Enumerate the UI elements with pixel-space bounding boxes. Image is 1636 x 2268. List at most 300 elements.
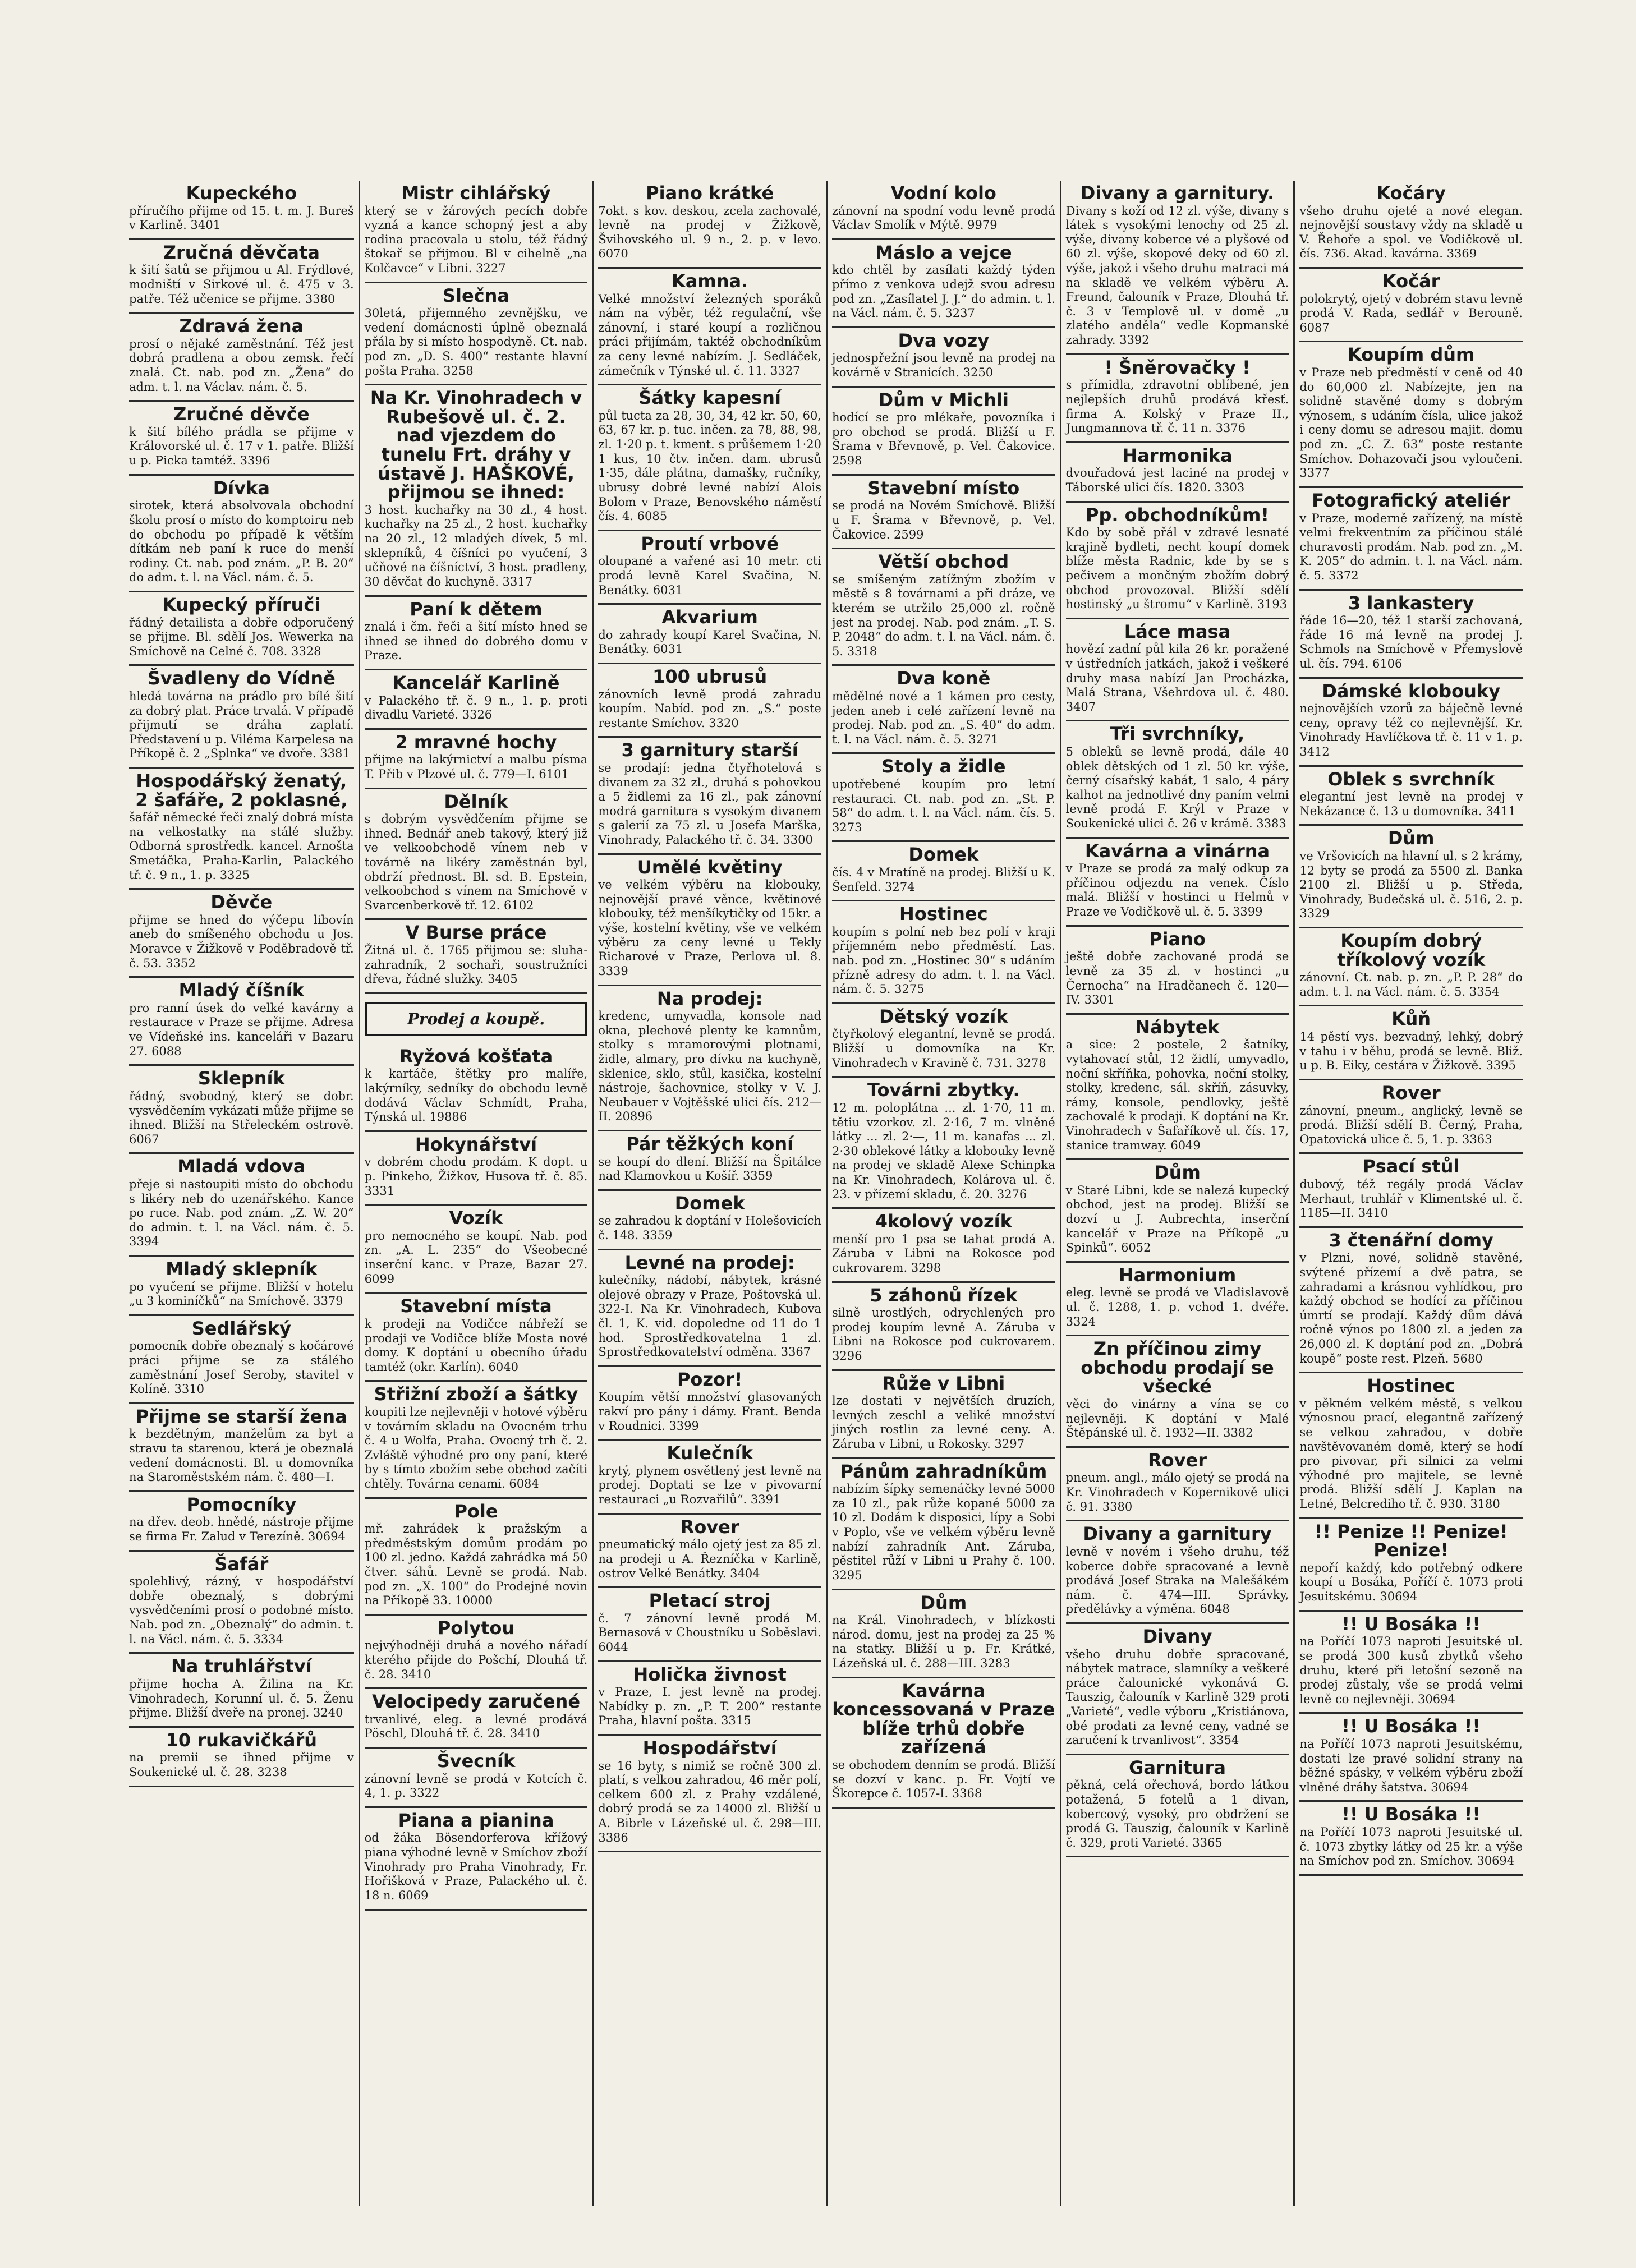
classified-ad <box>598 1588 821 1662</box>
ad-body: k šití šatů se přijmou u Al. Frýdlové, modniští v Sirkové ul. č. 475 v 3. patře. Též učenice se přijme. 3380 <box>129 263 354 306</box>
ad-heading: Pánům zahradníkům <box>840 1460 1047 1482</box>
ad-heading: Proutí vrbové <box>641 532 779 554</box>
classified-ad <box>832 328 1055 388</box>
ad-body: řádný detailista a dobře odporučený se přijme. Bl. sdělí Jos. Wewerka na Smíchově na Celné č. 708. 3328 <box>129 615 354 658</box>
classified-ad <box>1066 619 1289 722</box>
classified-ad <box>598 1515 821 1588</box>
ad-heading: !! Penize !! Penize! Penize! <box>1314 1520 1508 1561</box>
classified-ad <box>1299 826 1523 928</box>
classified-ad <box>1299 269 1523 342</box>
classified-ad <box>1299 591 1523 679</box>
column-6 <box>1293 181 1527 2206</box>
ad-body: na Král. Vinohradech, v blízkosti národ. domu, jest na prodej za 25 % na statky. Bližší u p. Fr. Krátké, Lázeňská ul. č. 288—III. 3283 <box>831 1613 1055 1670</box>
classified-ad <box>365 1616 588 1689</box>
ad-body: v Staré Libni, kde se nalezá kupecký obchod, jest na prodej. Bližší se dozví u J. Aubrechta, inserční kancelář v Praze na Příkopě „u Spinků“. 6052 <box>1065 1183 1289 1255</box>
ad-body: levně v novém i všeho druhu, též koberce dobře spracované a levně prodává Josef Straka na Malešákém nám. č. 474—III. Správky, předělávky a výměna. 6048 <box>1065 1544 1289 1616</box>
ad-body: všeho druhu dobře spracované, nábytek matrace, slamníky a veškeré práce čalounické vykonává G. Tauszig, čalouník v Karlině 329 proti „Varieté“, vedle výboru „Kristiánova, obé prodati za levné ceny, vadné se zaručení k trvanlivost“. 3354 <box>1065 1647 1289 1747</box>
ad-heading: Domek <box>908 844 979 866</box>
ad-body: kulečníky, nádobí, nábytek, krásné olejové obrazy v Praze, Poštovská ul. 322-I. Na Kr. Vinohradech, Kubova čl. 1, K. vid. dopoledne od 11 do 1 hod. Sprostředkovatelna 1 zl. Sprostředkovatelství odměna. 3367 <box>598 1273 821 1359</box>
ad-heading: Kočár <box>1382 270 1440 292</box>
ad-heading: Dělník <box>444 790 508 812</box>
classified-ad <box>1066 181 1289 355</box>
ad-heading: Rover <box>1381 1082 1441 1103</box>
ad-heading: Holička živnost <box>633 1663 787 1685</box>
ad-body: polokrytý, ojetý v dobrém stavu levně prodá V. Rada, sedlář v Berouně. 6087 <box>1299 292 1523 334</box>
ad-body: do zahrady koupí Karel Svačina, N. Benátky. 6031 <box>598 628 821 656</box>
ad-body: v Plzni, nové, solidně stavěné, svýtené přízemí a dvě patra, se zahradami a krásnou vyhlídkou, pro každý obchod se hodící za příčinou úmrtí se prodají. Každý dům dává ročně výnos po 1800 zl. a jeden za 26,000 zl. K doptání pod zn. „Dobrá koupě“ poste rest. Plzeň. 5680 <box>1299 1251 1523 1365</box>
ad-heading: Stavební místa <box>400 1295 552 1317</box>
classified-ad <box>832 1459 1055 1590</box>
classified-ad <box>1299 1080 1523 1154</box>
ad-heading: Šafář <box>214 1553 269 1575</box>
ad-body: se zahradou k doptání v Holešovicích č. 148. 3359 <box>598 1214 821 1242</box>
ad-body: čtyřkolový elegantní, levně se prodá. Bližší u domovníka na Kr. Vinohradech v Kravině č. 731. 3278 <box>831 1027 1055 1070</box>
ad-heading: Tři svrchníky, <box>1110 723 1245 745</box>
ad-heading: Harmonika <box>1122 444 1233 466</box>
classified-ad <box>365 181 588 283</box>
ad-body: 30letá, přijemného zevnějšku, ve vedení domácnosti úplně obeznalá přála by si místo hospodyně. Ct. nab. pod zn. „D. S. 400“ restante hlavní pošta Praha. 3258 <box>364 306 588 378</box>
ad-body: v Praze se prodá za malý odkup za příčinou odjezdu na venek. Číslo malá. Bližší v hostinci u Helmů v Praze ve Vodičkově ul. č. 5. 3399 <box>1065 862 1289 919</box>
ad-heading: ! Šněrovačky ! <box>1104 356 1251 378</box>
ad-heading: Ryžová košťata <box>399 1045 553 1067</box>
ad-heading: Psací stůl <box>1362 1156 1460 1177</box>
ad-heading: 10 rukavičkářů <box>166 1729 317 1751</box>
ad-heading: Oblek s svrchník <box>1327 768 1495 790</box>
classified-ad <box>365 789 588 921</box>
ad-body: řádný, svobodný, který se dobr. vysvědčením vykázati může přijme se ihned. Bližší na Střeleckém ostrově. 6067 <box>129 1089 354 1146</box>
classified-ad <box>1299 1154 1523 1227</box>
ad-heading: Máslo a vejce <box>875 241 1012 263</box>
ad-heading: Na Kr. Vinohradech v Rubešově ul. č. 2. nad vjezdem do tunelu Frt. dráhy v ústavě J. HAŠKOVÉ, přijmou se ihned: <box>370 387 582 503</box>
ad-heading: Dva vozy <box>898 329 990 351</box>
ad-body: po vyučení se přijme. Bližší v hotelu „u 3 kominíčků“ na Smíchově. 3379 <box>129 1280 354 1308</box>
ad-body: sirotek, která absolvovala obchodní školu prosí o místo do komptoiru neb do obchodu po případě k větším dítkám neb paní k ruce do menší rodiny. Ct. nab. pod znám. „P. B. 20“ do adm. t. l. na Václ. nám. č. 5. <box>129 499 354 585</box>
classified-ad <box>598 605 821 664</box>
classified-ad <box>1299 1373 1523 1519</box>
ad-body: znalá i čm. řeči a šití místo hned se ihned se ihned do dobrého domu v Praze. <box>364 620 588 663</box>
ad-heading: Rover <box>680 1516 739 1538</box>
ad-heading: Koupím dům <box>1347 344 1475 366</box>
classified-ad <box>832 1283 1055 1371</box>
classified-ad <box>598 1367 821 1441</box>
classified-ad <box>1066 1015 1289 1160</box>
ad-heading: Dva koně <box>897 668 991 689</box>
ad-heading: Švadleny do Vídně <box>147 668 336 689</box>
ad-heading: Kůň <box>1391 1008 1431 1030</box>
ad-heading: Šátky kapesní <box>638 387 781 409</box>
classified-ad <box>365 1382 588 1498</box>
classified-ad <box>365 1808 588 1911</box>
ad-body: ve Vršovicích na hlavní ul. s 2 krámy, 12 byty se prodá za 5500 zl. Banka 2100 zl. Bližší u p. Středa, Vinohrady, Budečská ul. č. 516, 2. p. 3329 <box>1299 849 1523 921</box>
ad-heading: 3 garnitury starší <box>621 739 798 761</box>
ad-body: se prodají: jedna čtyřhotelová s divanem za 32 zl., druhá s pohovkou a 5 židlemi za 16 zl., pak zánovní modrá garnitura s vysokým divanem s galerií za 75 zl. u Josefa Marška, Vinohrady, Palackého tř. č. 34. 3300 <box>598 761 821 847</box>
ad-body: pneumatický málo ojetý jest za 85 zl. na prodeji u A. Řezníčka v Karlině, ostrov Velké Benátky. 3404 <box>598 1538 821 1580</box>
ad-body: v dobrém chodu prodám. K dopt. u p. Pinkeho, Žižkov, Husova tř. č. 85. 3331 <box>364 1155 588 1198</box>
classified-ad <box>598 1662 821 1736</box>
ad-heading: Dům v Michli <box>878 389 1009 411</box>
ad-body: nejvýhodněji druhá a nového nářadí kterého přijde do Pošchí, Dlouhá tř. č. 28. 3410 <box>364 1639 588 1681</box>
ad-heading: Kavárna a vinárna <box>1084 840 1270 862</box>
classified-ad <box>1299 342 1523 487</box>
classified-ad <box>129 978 354 1066</box>
classified-ad <box>129 476 354 592</box>
ad-body: půl tucta za 28, 30, 34, 42 kr. 50, 60, 63, 67 kr. p. tuc. inčen. za 78, 88, 98, zl. 1·20 p. t. kment. s průšemem 1·20 1 kus, 10 čtv. inčen. dam. ubrusů 1·35, dále plátna, damašky, ručníky, ubrusy dobré levné nabízí Alois Bolom v Praze, Benovského náměstí čís. 4. 6085 <box>598 408 821 523</box>
ad-heading: Akvarium <box>661 606 758 628</box>
ad-body: dubový, též regály prodá Václav Merhaut, truhlář v Klimentské ul. č. 1185—II. 3410 <box>1299 1177 1523 1220</box>
ad-body: upotřebené koupím pro letní restauraci. Ct. nab. pod zn. „St. P. 58“ do adm. t. l. na Václ. nám. čís. 5. 3273 <box>831 777 1055 834</box>
ad-heading: Střižní zboží a šátky <box>374 1383 578 1405</box>
ad-heading: Polytou <box>437 1617 515 1639</box>
ad-heading: 3 lankastery <box>1348 592 1474 614</box>
ad-body: zánovních levně prodá zahradu koupím. Nabíd. pod zn. „S.“ poste restante Smíchov. 3320 <box>598 687 821 730</box>
classified-ad <box>1066 1521 1289 1624</box>
ad-heading: Sedlářský <box>191 1317 291 1339</box>
ad-body: eleg. levně se prodá ve Vladislavově ul. č. 1288, 1. p. vchod 1. dvéře. 3324 <box>1065 1286 1289 1328</box>
ad-heading: Piano <box>1149 928 1206 950</box>
classified-ad <box>832 842 1055 901</box>
classified-ad <box>598 986 821 1131</box>
ad-body: koupím s polní neb bez polí v kraji příjemném nebo předměstí. Las. nab. pod zn. „Hostinec 30“ s udáním přízně adresy do adm. t. l. na Václ. nám. č. 5. 3275 <box>831 924 1055 996</box>
ad-body: trvanlivé, eleg. a levné prodává Pöschl, Dlouhá tř. č. 28. 3410 <box>364 1712 588 1741</box>
classified-ad <box>832 901 1055 1004</box>
column-2 <box>359 181 592 2206</box>
ad-body: se prodá na Novém Smíchově. Bližší u F. Šrama v Břevnově, p. Vel. Čakovice. 2599 <box>831 499 1055 541</box>
ad-body: se 16 byty, s nimiž se ročně 300 zl. platí, s velkou zahradou, 46 měr polí, celkem 600 zl. z Prahy vzdálené, dobrý prodá se za 14000 zl. Bližší u A. Bibrle v Lázeňské ul. č. 298—III. 3386 <box>598 1759 821 1844</box>
classified-ad <box>129 314 354 402</box>
classified-ad <box>598 181 821 269</box>
classified-ad <box>1066 443 1289 503</box>
classified-ad <box>832 388 1055 476</box>
classified-ad <box>129 181 354 240</box>
ad-heading: Levné na prodej: <box>624 1252 795 1273</box>
ad-body: Koupím větší množství glasovaných rakví pro pány i dámy. Frant. Benda v Roudnici. 3399 <box>598 1390 821 1433</box>
ad-heading: Zn příčinou zimy obchodu prodají se všecké <box>1081 1338 1274 1397</box>
ad-body: k kartáče, štětky pro malíře, lakýrníky, sedníky do obchodu levně dodává Václav Schmídt, Praha, Týnská ul. 19886 <box>364 1067 588 1124</box>
ad-heading: 4kolový vozík <box>875 1211 1012 1232</box>
ad-body: se obchodem denním se prodá. Bližší se dozví v kanc. p. Fr. Vojtí ve Škorepce č. 1057-I. 3368 <box>831 1758 1055 1801</box>
ad-body: v Praze, moderně zařízený, na místě velmi frekventním za příčinou stálé churavosti prodám. Nab. pod zn. „M. K. 205“ do admin. t. l. na Václ. nám. č. 5. 3372 <box>1299 511 1523 582</box>
ad-heading: 2 mravné hochy <box>395 731 557 753</box>
ad-body: přijme se hned do výčepu libovín aneb do smíšeného obchodu u Jos. Moravce v Žižkově v Poděbradově tř. č. 53. 3352 <box>129 913 354 970</box>
ad-heading: Velocipedy zaručené <box>371 1691 581 1713</box>
ad-body: Velké množství železných sporáků nám na výběr, též regulační, vše zánovní, i staré koupí a rozličnou práci přijímám, taktéž obchodníkům za ceny levné nabízím. J. Sedláček, zámečník v Týnské ul. č. 11. 3327 <box>598 292 821 378</box>
classified-ad <box>1299 1519 1523 1612</box>
ad-heading: Stoly a židle <box>881 756 1006 778</box>
ad-body: v Palackého tř. č. 9 n., 1. p. proti divadlu Varieté. 3326 <box>364 693 588 722</box>
ad-heading: Vozík <box>449 1207 503 1229</box>
ad-heading: Zručné děvče <box>173 403 310 425</box>
classified-ad <box>129 402 354 475</box>
ad-heading: Piano krátké <box>646 182 774 204</box>
ad-body: pro ranní úsek do velké kavárny a restaurace v Praze se přijme. Adresa ve Vídeňské ins. kanceláři v Bazaru 27. 6088 <box>129 1001 354 1058</box>
classified-ad <box>365 1206 588 1294</box>
classified-ad <box>129 666 354 769</box>
ad-heading: Kavárna koncessovaná v Praze blíže trhů dobře zařízená <box>832 1680 1055 1758</box>
ad-body: oloupané a vařené asi 10 metr. cti prodá levně Karel Svačina, N. Benátky. 6031 <box>598 554 821 597</box>
ad-body: věci do vinárny a vína se co nejlevněji. K doptání v Malé Štěpánské ul. č. 1932—II. 3382 <box>1065 1397 1289 1440</box>
ad-heading: Paní k dětem <box>410 598 543 620</box>
column-5 <box>1060 181 1294 2206</box>
classified-ad <box>129 1654 354 1727</box>
ad-body: s dobrým vysvědčením přijme se ihned. Bednář aneb takový, který již ve velkoobchodě vínem neb v továrně na likéry zaměstnán byl, obdrží přednost. Bl. sd. B. Epstein, velkoobchod s vínem na Smíchově v Svarcenberkově tř. 12. 6102 <box>364 812 588 912</box>
ad-body: mř. zahrádek k pražským a předměstským domům prodám po 100 zl. jedno. Každá zahrádka má 50 čtver. sáhů. Levně se prodá. Nab. pod zn. „X. 100“ do Prodejné novin na Příkopě 33. 10000 <box>364 1522 588 1608</box>
ad-body: nabízím šípky semenáčky levné 5000 za 10 zl., pak růže kopané 5000 za 10 zl. Dodám k disposici, lípy a Sobi v Poplo, vše ve velkém výběru levně nabízí zahradník Ant. Záruba, pěstitel růží v Libni u Prahy č. 100. 3295 <box>831 1482 1055 1582</box>
ad-body: lze dostati v největších druzích, levných zeschl a veliké množství jiných rostlin za levné ceny. A. Záruba v Libni, u Rokosky. 3297 <box>831 1394 1055 1451</box>
ad-body: Kdo by sobě přál v zdravé lesnaté krajině bydleti, necht koupí domek blíže města Radnic, kde by se s pečivem a mončným zbožím dobrý obchod provozoval. Bližší sdělí hostinský „u štromu“ v Karlině. 3193 <box>1065 526 1289 611</box>
classified-ad <box>129 1404 354 1492</box>
ad-heading: Garnitura <box>1129 1756 1226 1778</box>
ad-heading: Na truhlářství <box>171 1655 312 1677</box>
classified-ad <box>598 855 821 986</box>
classified-ad <box>1066 1160 1289 1263</box>
classified-ad <box>832 549 1055 666</box>
ad-heading: Nábytek <box>1135 1016 1220 1038</box>
classified-ad <box>832 666 1055 754</box>
classified-ad <box>129 240 354 314</box>
ad-heading: Pletací stroj <box>649 1590 771 1612</box>
ad-heading: Kamna. <box>672 270 748 292</box>
ad-body: k prodeji na Vodičce nábřeží se prodaji ve Vodičce blíže Mosta nové domy. K doptání u obecního úřadu tamtéž (okr. Karlín). 6040 <box>364 1317 588 1374</box>
ad-body: k šití bílého prádla se přijme v Královorské ul. č. 17 v 1. patře. Bližší u p. Picka tamtéž. 3396 <box>129 425 354 468</box>
classified-columns <box>125 181 1527 2206</box>
ad-body: hodící se pro mlékaře, povozníka i pro obchod se prodá. Bližší u F. Šrama v Břevnově, p. Vel. Čakovice. 2598 <box>831 411 1055 468</box>
ad-body: spolehlivý, rázný, v hospodářství dobře obeznalý, s dobrými vysvědčeními prosí o podobné místo. Nab. pod zn. „Obeznalý“ do admin. t. l. na Václ. nám. č. 5. 3334 <box>129 1575 354 1646</box>
ad-heading: Sklepník <box>197 1068 285 1089</box>
ad-body: nejnovějších vzorů za báječně levné ceny, opravy též co nejlevnější. Kr. Vinohrady Havlíčkova tř. č. 11 v 1. p. 3412 <box>1299 702 1523 759</box>
ad-heading: Přijme se starší žena <box>135 1405 347 1427</box>
ad-heading: Dům <box>920 1591 967 1613</box>
classified-ad <box>1066 1624 1289 1755</box>
ad-body: k bezdětným, manželům za byt a stravu ta starenou, která je obeznalá vedení domácnosti. Bl. u domovníka na Staroměstském nám. č. 480—I. <box>129 1427 354 1484</box>
ad-heading: Kočáry <box>1376 182 1446 204</box>
classified-ad <box>598 269 821 385</box>
classified-ad <box>1299 679 1523 767</box>
ad-heading: Pp. obchodníkům! <box>1086 504 1269 526</box>
ad-body: ještě dobře zachované prodá se levně za 35 zl. v hostinci „u Černocha“ na Hradčanech č. 120—IV. 3301 <box>1065 950 1289 1007</box>
classified-ad <box>129 1492 354 1552</box>
ad-heading: Láce masa <box>1124 620 1231 642</box>
classified-ad <box>129 1728 354 1787</box>
classified-ad <box>832 476 1055 549</box>
classified-ad <box>365 920 588 993</box>
ad-heading: Divany <box>1142 1625 1212 1647</box>
classified-ad <box>832 754 1055 842</box>
ad-heading: Zdravá žena <box>179 315 304 337</box>
ad-heading: Větší obchod <box>878 551 1009 573</box>
classified-ad <box>1066 355 1289 443</box>
ad-body: prosí o nějaké zaměstnání. Též jest dobrá pradlena a obou zemsk. řečí znalá. Ct. nab. pod zn. „Žena“ do adm. t. l. na Václav. nám. č. 5. <box>129 337 354 394</box>
ad-heading: Hostinec <box>899 903 988 925</box>
ad-body: v pěkném velkém městě, s velkou výnosnou prací, elegantně zařízený se velkou zahradou, v dobře navštěvovaném domě, který se hodí pro pivovar, při silnici za velmi výhodné pro majitele, se levně prodá. Bližší sdělí J. Kaplan na Letné, Belcrediho tř. č. 930. 3180 <box>1299 1396 1523 1511</box>
classified-ad <box>365 1689 588 1749</box>
classified-ad <box>365 1044 588 1132</box>
ad-heading: Děvče <box>210 891 273 913</box>
classified-ad <box>365 1132 588 1206</box>
ad-body: zánovní levně se prodá v Kotcích č. 4, 1. p. 3322 <box>364 1772 588 1800</box>
ad-heading: Divany a garnitury <box>1083 1523 1272 1545</box>
column-1 <box>125 181 359 2206</box>
ad-body: menší pro 1 psa se tahat prodá A. Záruba v Libni na Rokosce pod cukrovarem. 3298 <box>831 1232 1055 1275</box>
classified-ad <box>365 597 588 670</box>
classified-ad <box>1299 1802 1523 1875</box>
classified-ad <box>129 592 354 666</box>
classified-ad <box>1066 1336 1289 1448</box>
classified-ad <box>598 385 821 531</box>
ad-body: pomocník dobře obeznalý s kočárové práci přijme se za stálého zaměstnání Josef Seroby, stavitel v Kolíně. 3310 <box>129 1339 354 1396</box>
classified-ad <box>832 1371 1055 1459</box>
ad-heading: Kupecký příruči <box>162 594 321 615</box>
classified-ad <box>1066 839 1289 927</box>
ad-heading: Vodní kolo <box>890 182 996 204</box>
ad-body: koupiti lze nejlevněji v hotové výběru v továrním skladu na Ovocném trhu č. 4 u Wolfa, Praha. Ovocný trh č. 2. Zvláště výhodné pro ony paní, které by s tímto zbožím sebe obchod začíti chtěly. Továrna cenami. 6084 <box>364 1405 588 1490</box>
ad-heading: Švecník <box>436 1750 516 1772</box>
classified-ad <box>832 240 1055 328</box>
classified-ad <box>832 1004 1055 1078</box>
classified-ad <box>365 730 588 789</box>
ad-heading: Piana a pianina <box>398 1809 554 1831</box>
ad-heading: 5 záhonů řízek <box>870 1284 1018 1306</box>
ad-heading: 100 ubrusů <box>652 665 768 687</box>
ad-heading: Rover <box>1148 1449 1207 1471</box>
classified-ad <box>1299 928 1523 1006</box>
ad-body: řáde 16—20, též 1 starší zachovaná, řáde 16 má levně na prodej J. Schmols na Smíchově v Přemyslově ul. čís. 794. 6106 <box>1299 614 1523 670</box>
ad-body: 5 obleků se levně prodá, dále 40 oblek dětských od 1 zl. 50 kr. výše, černý císařský kabát, 1 salo, 4 páry kalhot na jednotlivé dny paním velmi levně prodá F. Krýl v Praze v Soukenické ulici č. 26 v krámě. 3383 <box>1065 745 1289 831</box>
classified-ad <box>1066 1755 1289 1858</box>
classified-ad <box>598 1191 821 1250</box>
classified-ad <box>365 283 588 386</box>
classified-ad <box>1066 1448 1289 1521</box>
ad-heading: Mladá vdova <box>177 1156 306 1177</box>
ad-body: pneum. angl., málo ojetý se prodá na Kr. Vinohradech v Kopernikově ulici č. 91. 3380 <box>1065 1471 1289 1513</box>
classified-ad <box>365 670 588 730</box>
ad-heading: Dům <box>1387 827 1435 849</box>
classified-ad <box>1299 181 1523 269</box>
ad-heading: Zručná děvčata <box>163 241 320 263</box>
column-3 <box>592 181 826 2206</box>
ad-heading: Mladý sklepník <box>166 1258 318 1280</box>
ad-body: kdo chtěl by zasílati každý týden přímo z venkova udejž svou adresu pod zn. „Zasílatel J. J.“ do admin. t. l. na Václ. nám. č. 5. 3237 <box>831 263 1055 320</box>
ad-heading: Umělé květiny <box>637 856 783 878</box>
ad-body: v Praze, I. jest levně na prodej. Nabídky p. zn. „P. T. 200“ restante Praha, hlavní pošta. 3315 <box>598 1685 821 1728</box>
ad-heading: Pole <box>454 1500 498 1522</box>
ad-heading: Pomocníky <box>186 1493 297 1515</box>
ad-body: od žáka Bösendorferova křížový piana výhodné levně v Smíchov zboží Vinohrady pro Praha Vinohrady, Fr. Hořišková v Praze, Palackého ul. č. 18 n. 6069 <box>364 1831 588 1902</box>
classified-ad <box>129 1316 354 1404</box>
ad-body: zánovní, pneum., anglický, levně se prodá. Bližší sdělí B. Černý, Praha, Opatovická ulice č. 5, 1. p. 3363 <box>1299 1103 1523 1146</box>
ad-body: krytý, plynem osvětlený jest levně na prodej. Doptati se lze v pivovarní restauraci „u Rozvařilů“. 3391 <box>598 1464 821 1507</box>
classified-ad <box>832 1209 1055 1282</box>
classified-ad <box>832 1078 1055 1209</box>
ad-body: silně urostlých, odrychlených pro prodej koupím levně A. Záruba v Libni na Rokosce pod cukrovarem. 3296 <box>831 1306 1055 1363</box>
ad-body: s přímidla, zdravotní oblíbené, jen nejlepších druhů prodává křesť. firma A. Kolský v Praze II., Jungmannova tř. č. 11 n. 3376 <box>1065 378 1289 435</box>
ad-body: se koupí do dlení. Bližší na Špitálce nad Klamovkou u Košíř. 3359 <box>598 1154 821 1183</box>
ad-heading: Pozor! <box>677 1368 743 1390</box>
ad-body: pro nemocného se koupí. Nab. pod zn. „A. L. 235“ do Všeobecné inserční kanc. v Praze, Bazar 27. 6099 <box>364 1229 588 1286</box>
classified-ad <box>365 1749 588 1808</box>
ad-heading: Stavební místo <box>867 477 1020 499</box>
classified-ad <box>832 1678 1055 1809</box>
ad-heading: V Burse práce <box>405 922 547 944</box>
ad-body: šafář německé řeči znalý dobrá místa na velkostatky na stálé služby. Odborná sprostředk. kancel. Arnošta Smetáčka, Praha-Karlin, Palackého tř. č. 9 n., 1. p. 3325 <box>129 811 354 882</box>
ad-heading: Hokynářství <box>415 1133 537 1155</box>
ad-heading: Slečna <box>442 284 510 306</box>
ad-heading: Mistr cihlářský <box>401 182 551 204</box>
ad-body: přijme na lakýrnictví a malbu písma T. Přib v Plzové ul. č. 779—I. 6101 <box>364 753 588 781</box>
ad-body: mědělné nové a 1 kámen pro cesty, jeden aneb i celé zařízení levně na prodej. Nab. pod zn. „S. 40“ do adm. t. l. na Václ. nám. č. 5. 3271 <box>831 689 1055 746</box>
ad-body: Divany s koží od 12 zl. výše, divany s látek s vysokými lenochy od 25 zl. výše, divany koberce vé a plyšové od 60 zl. výše, skopové deky od 60 zl. výše, jakož i všeho druhu matraci má na skladě ve velkém výběru A. Freund, čalouník v Praze, Dlouhá tř. č. 3 v Templově ul. v domě „u zlatého anděla“ vedle Kopmanské zahrady. 3392 <box>1065 204 1289 347</box>
classified-ad <box>1066 927 1289 1015</box>
classified-ad <box>598 738 821 854</box>
ad-heading: Továrni zbytky. <box>867 1079 1020 1101</box>
ad-body: kredenc, umyvadla, konsole nad okna, plechové plenty ke kamnům, stolky s mramorovými plotnami, židle, almary, pro dívku na kuchyně, sklenice, sklo, stůl, kasička, kostelní nástroje, šachovnice, stolky v V. J. Neubauer v Vojtěšské ulici čís. 212—II. 20896 <box>598 1009 821 1124</box>
ad-body: 3 host. kuchařky na 30 zl., 4 host. kuchařky na 25 zl., 2 host. kuchařky na 20 zl., 12 mladých dívek, 5 ml. sklepníků, 4 číšníci po vyučení, 3 učňové na číšníctví, 3 host. pradleny, 30 děvčat do kuchyně. 3317 <box>364 503 588 588</box>
ad-heading: Kupeckého <box>186 182 297 204</box>
ad-heading: Kulečník <box>667 1442 753 1464</box>
ad-heading: Na prodej: <box>656 987 763 1009</box>
ad-heading: Koupím dobrý tříkolový vozík <box>1337 930 1486 970</box>
ad-body: na premii se ihned přijme v Soukenické ul. č. 28. 3238 <box>129 1751 354 1779</box>
ad-body: č. 7 zánovní levně prodá M. Bernasová v Choustníku u Soběslavi. 6044 <box>598 1611 821 1654</box>
ad-body: 12 m. poloplátna ... zl. 1·70, 11 m. tětiu vzorkov. zl. 2·16, 7 m. vlněné látky ... zl. 2·—, 11 m. kanafas ... zl. 2·30 oblekové látky a klobouky levně na prodej ve skladě Alexe Schinpka na Kr. Vinohradech, Kolárova ul. č. 23. v přízemí skladu, č. 20. 3276 <box>831 1101 1055 1201</box>
classified-ad <box>129 1257 354 1316</box>
ad-body: čís. 4 v Mratíně na prodej. Bližší u K. Šenfeld. 3274 <box>831 866 1055 894</box>
ad-body: se smíšeným zatížným zbožím v městě s 8 továrnami a při dráze, ve kterém se utržilo 25,000 zl. ročně jest na prodej. Nab. pod znám. „T. S. P. 2048“ do adm. t. l. na Václ. nám. č. 5. 3318 <box>831 572 1055 658</box>
ad-body: všeho druhu ojeté a nové elegan. nejnovější soustavy vždy na skladě u V. Řehoře a spol. ve Vodičkově ul. čís. 736. Akad. kavárna. 3369 <box>1299 204 1523 261</box>
ad-body: jednospřežní jsou levně na prodej na kovárně v Stranicích. 3250 <box>831 351 1055 380</box>
classified-ad <box>598 1131 821 1191</box>
ad-heading: Hospodářský ženatý, 2 šafáře, 2 poklasné, <box>135 770 348 811</box>
classified-ad <box>365 1499 588 1616</box>
ad-body: na Poříčí 1073 naproti Jesuitské ul. č. 1073 zbytky látky od 25 kr. a výše na Smíchov pod zn. Smíchov. 30694 <box>1299 1825 1523 1868</box>
classified-ad <box>1066 503 1289 619</box>
ad-heading: Dámské klobouky <box>1322 680 1501 702</box>
ad-body: 7okt. s kov. deskou, zcela zachovalé, levně na prodej v Žižkově, Švihovského ul. 9 n., 2. p. v levo. 6070 <box>598 204 821 261</box>
ad-heading: Růže v Libni <box>882 1372 1005 1394</box>
classified-ad <box>598 531 821 605</box>
classified-ad <box>129 1066 354 1154</box>
ad-body: Žitná ul. č. 1765 přijmou se: sluha-zahradník, 2 sochaři, soustružníci dřeva, řádné služky. 3405 <box>364 944 588 986</box>
ad-heading: 3 čtenářní domy <box>1329 1229 1493 1251</box>
ad-body: zánovní na spodní vodu levně prodá Václav Smolík v Mýtě. 9979 <box>831 204 1055 232</box>
classified-ad <box>129 769 354 890</box>
classified-ad <box>1066 721 1289 838</box>
classified-ad <box>129 1552 354 1654</box>
classified-ad <box>365 385 588 596</box>
classified-ad <box>1066 1263 1289 1336</box>
classified-ad <box>1299 1006 1523 1080</box>
ad-heading: !! U Bosáka !! <box>1341 1715 1481 1737</box>
ad-body: příručího přijme od 15. t. m. J. Bureš v Karlině. 3401 <box>129 204 354 232</box>
ad-heading: !! U Bosáka !! <box>1341 1613 1481 1635</box>
ad-heading: Dům <box>1154 1162 1201 1184</box>
ad-body: na Poříčí 1073 naproti Jesuitskému, dostati lze pravé solidní strany na běžné spásky, v velkém výběru zboží vlněné dráhy šatstva. 30694 <box>1299 1737 1523 1794</box>
ad-heading: Divany a garnitury. <box>1080 182 1275 204</box>
ad-body: na Poříčí 1073 naproti Jesuitské ul. se prodá 300 kusů zbytků všeho druhu, které při letošní sezoně na prodej zůstaly, vše se prodá velmi levně co nejlevněji. 30694 <box>1299 1635 1523 1706</box>
ad-heading: Fotografický ateliér <box>1312 489 1511 511</box>
classified-ad <box>832 181 1055 240</box>
ad-body: hledá továrna na prádlo pro bílé šití za dobrý plat. Práce trvalá. V případě přijmutí se dráha zaplatí. Představení u p. Viléma Karpelesa na Příkopě č. 2 „Splnka“ ve dvoře. 3381 <box>129 689 354 761</box>
classified-ad <box>598 664 821 738</box>
ad-body: a sice: 2 postele, 2 šatníky, vytahovací stůl, 12 židlí, umyvadlo, noční skříňka, pohovka, noční stolky, stolky, kredenc, sál. skříň, zásuvky, rámy, konsole, pendlovky, ještě zachovalé k prodaji. K doptání na Kr. Vinohradech v Šafaříkově ul. čís. 17, stanice tramway. 6049 <box>1065 1038 1289 1152</box>
classified-ad <box>1299 1612 1523 1714</box>
ad-body: ve velkém výběru na klobouky, nejnovější pravé věnce, květinové klobouky, též menšíkytičky od 15kr. a výše, kostelní květiny, vše ve velkém výběru za ceny levné u Tekly Richarové v Praze, Perlova ul. 8. 3339 <box>598 878 821 978</box>
ad-body: na dřev. deob. hnědé, nástroje přijme se firma Fr. Zalud v Terezíně. 30694 <box>129 1515 354 1544</box>
ad-heading: Dívka <box>213 477 270 499</box>
ad-body: elegantní jest levně na prodej v Nekázance č. 13 u domovníka. 3411 <box>1299 790 1523 818</box>
classified-ad <box>1299 1714 1523 1802</box>
column-4 <box>826 181 1060 2206</box>
ad-heading: Mladý číšník <box>178 979 304 1001</box>
